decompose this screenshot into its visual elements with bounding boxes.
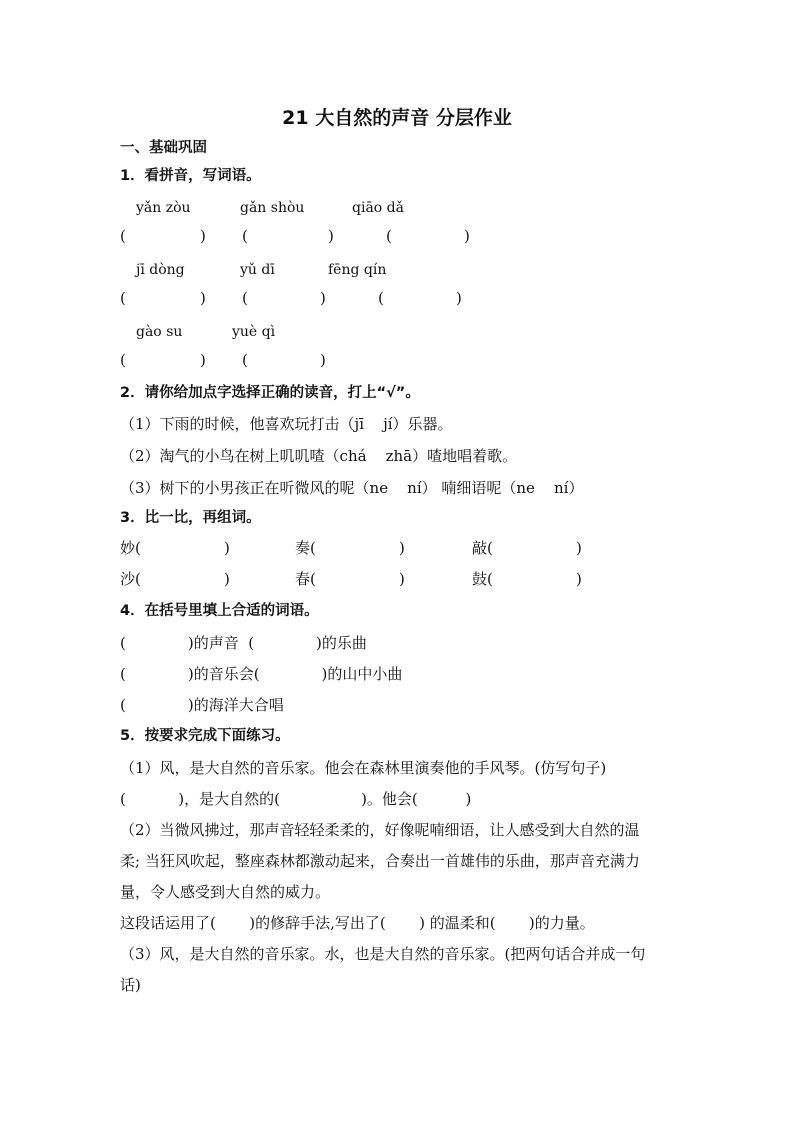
q3-heading: 3．比一比，再组词。 <box>120 510 261 526</box>
blank-open: ( <box>242 351 248 369</box>
q5-item-2-question: 这段话运用了( )的修辞手法,写出了( ) 的温柔和( )的力量。 <box>120 914 595 932</box>
q2-item-2: （2）淘气的小鸟在树上叽叽喳（chá zhā）喳地唱着歌。 <box>120 447 518 465</box>
q1-heading: 1．看拼音，写词语。 <box>120 168 261 184</box>
pinyin-1: yǎn zòu <box>136 200 191 216</box>
q3-char-qiao: 敲( <box>472 539 493 557</box>
pinyin-4: jī dòng <box>136 262 185 278</box>
pinyin-6: fēng qín <box>328 262 387 278</box>
q3-char-miao: 妙( <box>120 539 141 557</box>
blank-close: ) <box>200 227 206 245</box>
blank-close: ) <box>576 539 582 557</box>
blank-close: ) <box>320 351 326 369</box>
blank-close: ) <box>328 227 334 245</box>
q5-heading: 5．按要求完成下面练习。 <box>120 728 290 744</box>
q3-char-gu: 鼓( <box>472 570 493 588</box>
blank-open: ( <box>378 289 384 307</box>
pinyin-8: yuè qì <box>232 324 276 340</box>
q5-item-3-line-1: （3）风，是大自然的音乐家。水，也是大自然的音乐家。(把两句话合并成一句 <box>120 945 646 963</box>
blank-open: ( <box>120 351 126 369</box>
blank-close: ) <box>200 351 206 369</box>
q5-item-2-line-3: 量，令人感受到大自然的威力。 <box>120 883 331 901</box>
q4-line-1: ( )的声音 ( )的乐曲 <box>120 634 367 652</box>
q4-heading: 4．在括号里填上合适的词语。 <box>120 603 319 619</box>
q5-item-2-line-1: （2）当微风拂过，那声音轻轻柔柔的，好像呢喃细语，让人感受到大自然的温 <box>120 821 640 839</box>
q2-item-3: （3）树下的小男孩正在听微风的呢（ne ní） 喃细语呢（ne ní） <box>120 479 584 497</box>
q5-item-2-line-2: 柔; 当狂风吹起，整座森林都激动起来，合奏出一首雄伟的乐曲，那声音充满力 <box>120 852 640 870</box>
pinyin-7: gào su <box>136 324 183 340</box>
pinyin-3: qiāo dǎ <box>352 200 404 216</box>
page-title: 21 大自然的声音 分层作业 <box>282 107 512 129</box>
blank-close: ) <box>200 289 206 307</box>
blank-open: ( <box>120 227 126 245</box>
blank-close: ) <box>576 570 582 588</box>
q2-item-1: （1）下雨的时候，他喜欢玩打击（jī jí）乐器。 <box>120 415 453 433</box>
blank-open: ( <box>386 227 392 245</box>
blank-open: ( <box>120 289 126 307</box>
blank-close: ) <box>399 570 405 588</box>
q4-line-3: ( )的海洋大合唱 <box>120 696 284 714</box>
q3-char-zou: 奏( <box>295 539 316 557</box>
q5-item-3-line-2: 话) <box>120 976 141 994</box>
q5-item-1: （1）风，是大自然的音乐家。他会在森林里演奏他的手风琴。(仿写句子) <box>120 759 607 777</box>
blank-close: ) <box>320 289 326 307</box>
q3-char-sha: 沙( <box>120 570 141 588</box>
section-heading: 一、基础巩固 <box>120 140 207 156</box>
blank-open: ( <box>242 289 248 307</box>
blank-close: ) <box>224 539 230 557</box>
q4-line-2: ( )的音乐会( )的山中小曲 <box>120 665 403 683</box>
blank-close: ) <box>224 570 230 588</box>
q5-item-1-fill: ( )，是大自然的( )。他会( ) <box>120 790 472 808</box>
blank-close: ) <box>456 289 462 307</box>
pinyin-2: gǎn shòu <box>240 200 305 216</box>
pinyin-5: yǔ dī <box>240 262 275 278</box>
q3-char-chun: 春( <box>295 570 316 588</box>
blank-close: ) <box>399 539 405 557</box>
blank-close: ) <box>464 227 470 245</box>
q2-heading: 2．请你给加点字选择正确的读音，打上“√”。 <box>120 385 420 401</box>
blank-open: ( <box>242 227 248 245</box>
